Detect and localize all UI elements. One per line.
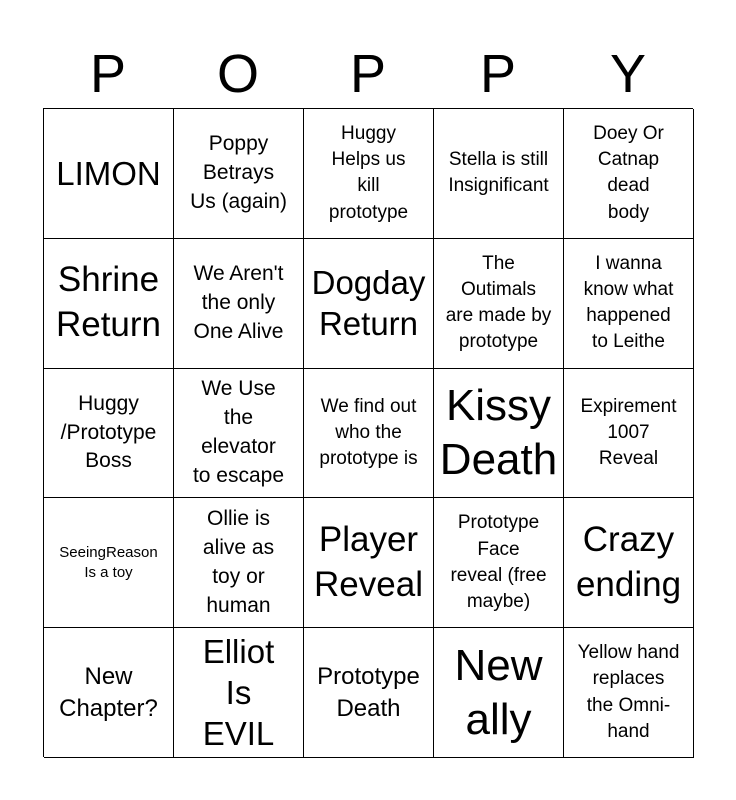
- bingo-cell[interactable]: LIMON: [44, 109, 174, 239]
- bingo-cell[interactable]: Kissy Death: [434, 369, 564, 499]
- bingo-cell[interactable]: We Aren't the only One Alive: [174, 239, 304, 369]
- bingo-cell[interactable]: Prototype Face reveal (free maybe): [434, 498, 564, 628]
- bingo-cell[interactable]: Shrine Return: [44, 239, 174, 369]
- bingo-cell[interactable]: We Use the elevator to escape: [174, 369, 304, 499]
- bingo-cell[interactable]: Stella is still Insignificant: [434, 109, 564, 239]
- bingo-cell[interactable]: Expirement 1007 Reveal: [564, 369, 694, 499]
- bingo-cell[interactable]: Ollie is alive as toy or human: [174, 498, 304, 628]
- bingo-cell[interactable]: New ally: [434, 628, 564, 758]
- bingo-cell[interactable]: Elliot Is EVIL: [174, 628, 304, 758]
- bingo-cell[interactable]: The Outimals are made by prototype: [434, 239, 564, 369]
- bingo-cell[interactable]: New Chapter?: [44, 628, 174, 758]
- header-letter-p3: P: [479, 44, 517, 104]
- bingo-header: [43, 40, 693, 108]
- bingo-cell[interactable]: We find out who the prototype is: [304, 369, 434, 499]
- bingo-cell[interactable]: Poppy Betrays Us (again): [174, 109, 304, 239]
- bingo-cell[interactable]: Huggy Helps us kill prototype: [304, 109, 434, 239]
- bingo-cell[interactable]: Player Reveal: [304, 498, 434, 628]
- header-letter-p1: P: [89, 44, 127, 104]
- bingo-cell[interactable]: Crazy ending: [564, 498, 694, 628]
- bingo-cell[interactable]: Dogday Return: [304, 239, 434, 369]
- header-letter-y: Y: [609, 44, 647, 104]
- bingo-cell[interactable]: Yellow hand replaces the Omni- hand: [564, 628, 694, 758]
- bingo-cell[interactable]: SeeingReason Is a toy: [44, 498, 174, 628]
- bingo-cell[interactable]: Huggy /Prototype Boss: [44, 369, 174, 499]
- bingo-cell[interactable]: Doey Or Catnap dead body: [564, 109, 694, 239]
- bingo-cell[interactable]: I wanna know what happened to Leithe: [564, 239, 694, 369]
- bingo-grid: [43, 108, 693, 757]
- header-letter-p2: P: [349, 44, 387, 104]
- bingo-cell[interactable]: Prototype Death: [304, 628, 434, 758]
- header-letter-o: O: [216, 44, 259, 104]
